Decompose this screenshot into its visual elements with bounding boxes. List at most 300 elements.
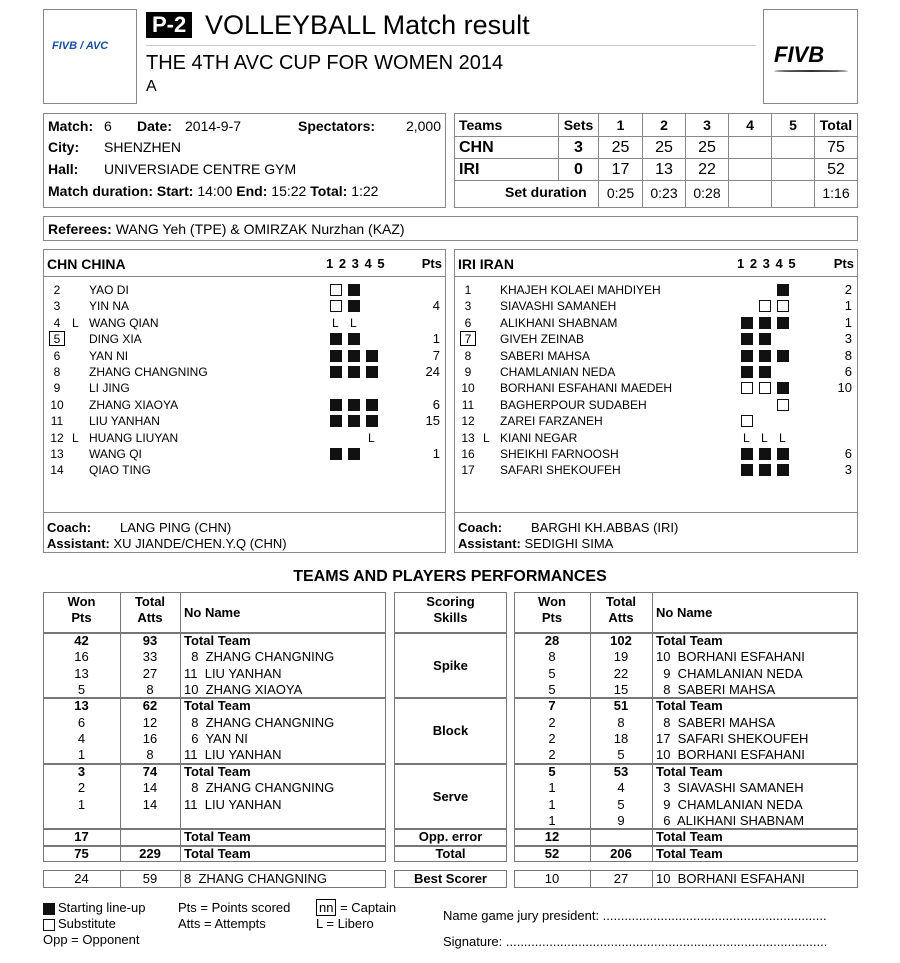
player-points: 6 — [844, 364, 852, 379]
player-perf-cell: 1 — [548, 796, 556, 812]
coach-line: Coach: BARGHI KH.ABBAS (IRI) — [458, 520, 679, 535]
player-name: YAO DI — [89, 283, 129, 297]
total-row-cell: Total Team — [656, 845, 723, 861]
player-perf-cell: 6 YAN NI — [184, 731, 248, 747]
team-header — [47, 256, 126, 272]
match-number: 6 — [104, 118, 112, 134]
libero-mark: L — [483, 430, 490, 445]
perf-title: TEAMS AND PLAYERS PERFORMANCES — [293, 568, 607, 585]
starting-square-icon — [348, 284, 360, 296]
score-table — [455, 114, 857, 207]
player-perf-cell — [180, 813, 386, 829]
score-cell: 17 — [598, 159, 642, 181]
left-team-roster — [43, 249, 446, 553]
coach-line: Coach: LANG PING (CHN) — [47, 520, 232, 535]
player-number: 12 — [50, 430, 64, 445]
perf-header-name: No Name — [184, 605, 241, 620]
player-perf-cell: 17 SAFARI SHEKOUFEH — [656, 731, 809, 747]
score-cell: 52 — [814, 159, 857, 181]
starting-square-icon — [777, 464, 789, 476]
score-cell — [728, 159, 771, 181]
player-points: 1 — [432, 446, 440, 461]
player-points: 24 — [425, 364, 440, 379]
player-perf-cell: 10 ZHANG XIAOYA — [184, 682, 303, 698]
score-cell: CHN — [459, 139, 494, 156]
roster-rule — [43, 276, 446, 277]
player-points: 1 — [844, 298, 852, 314]
player-row — [454, 348, 858, 364]
player-number: 3 — [464, 299, 472, 314]
player-row — [454, 446, 858, 462]
player-perf-cell: 14 — [142, 780, 158, 796]
starting-square-icon — [741, 448, 753, 460]
libero-set-mark: L — [779, 430, 786, 445]
team-total-cell: 13 — [74, 698, 89, 714]
player-row — [43, 380, 446, 396]
score-cell: 25 — [685, 137, 728, 159]
player-number: 3 — [53, 299, 61, 314]
legend-opp: Opp = Opponent — [43, 932, 140, 947]
set-duration-label: Set duration — [505, 184, 587, 200]
team-total-cell: 42 — [74, 633, 89, 648]
player-perf-cell: 8 ZHANG CHANGNING — [184, 780, 335, 796]
team-total-cell: 53 — [613, 763, 629, 779]
perf-frame — [43, 592, 386, 633]
score-cell — [728, 137, 771, 159]
player-number: 6 — [464, 315, 472, 330]
substitute-square-icon — [43, 919, 55, 931]
team-total-cell: 62 — [142, 698, 158, 714]
sets-header: 1 2 3 4 5 — [737, 256, 796, 271]
team-code: CHN — [47, 256, 78, 272]
player-number: 11 — [50, 414, 64, 429]
player-points: 1 — [432, 331, 440, 347]
score-header-5: 4 — [728, 114, 771, 136]
skill-label: Serve — [432, 788, 469, 804]
player-row — [43, 331, 446, 347]
player-row — [454, 298, 858, 314]
starting-square-icon — [330, 448, 342, 460]
player-perf-cell: 1 — [77, 796, 86, 812]
player-perf-cell: 10 BORHANI ESFAHANI — [656, 649, 805, 665]
opp-error-cell — [590, 829, 652, 845]
opp-error-cell: 12 — [544, 829, 560, 845]
assistant-line: Assistant: XU JIANDE/CHEN.Y.Q (CHN) — [47, 536, 287, 551]
total-duration: 1:16 — [814, 180, 857, 207]
player-perf-cell: 27 — [142, 665, 158, 681]
starting-square-icon — [741, 350, 753, 362]
score-header-0: Teams — [459, 117, 503, 133]
player-name: LIU YANHAN — [89, 414, 160, 429]
player-row — [43, 298, 446, 314]
starting-square-icon — [330, 350, 342, 362]
substitute-square-icon — [741, 415, 753, 427]
starting-square-icon — [759, 333, 771, 345]
player-perf-cell: 4 — [77, 731, 86, 747]
score-cell: 22 — [685, 159, 728, 181]
player-number: 11 — [461, 397, 475, 412]
score-cell: 25 — [642, 137, 685, 159]
player-name: KHAJEH KOLAEI MAHDIYEH — [500, 283, 661, 297]
team-total-cell: Total Team — [184, 633, 251, 648]
starting-square-icon — [759, 448, 771, 460]
coach-rule — [43, 512, 446, 513]
player-perf-cell: 5 — [77, 682, 86, 698]
jury-line: Name game jury president: .............................................................. — [443, 908, 827, 923]
starting-square-icon — [348, 333, 360, 345]
starting-square-icon — [348, 366, 360, 378]
player-name: BORHANI ESFAHANI MAEDEH — [500, 381, 673, 396]
signature-line: Signature: ......................................................................................... — [443, 934, 828, 949]
duration-line: Match duration: Start: 14:00 End: 15:22 Total: 1:22 — [48, 183, 379, 199]
substitute-square-icon — [759, 382, 771, 394]
player-points: 6 — [844, 446, 852, 461]
player-perf-cell: 19 — [613, 649, 629, 665]
total-row-cell: 52 — [544, 845, 560, 861]
team-total-cell: 51 — [613, 698, 629, 714]
perf-header-atts: Total Atts — [605, 594, 637, 625]
legend-captain: = Captain — [340, 900, 397, 915]
starting-square-icon — [777, 350, 789, 362]
player-perf-cell: 2 — [548, 731, 556, 747]
player-perf-cell: 2 — [77, 780, 86, 796]
player-row — [43, 397, 446, 413]
player-perf-cell: 1 — [548, 780, 556, 796]
player-row — [454, 397, 858, 413]
player-perf-cell: 3 SIAVASHI SAMANEH — [656, 780, 804, 796]
libero-set-mark: L — [761, 430, 768, 445]
title-rule — [146, 45, 756, 46]
substitute-square-icon — [330, 300, 342, 312]
best-scorer-cell: 27 — [613, 870, 629, 886]
player-perf-cell: 6 — [77, 714, 86, 730]
opp-error-cell: Total Team — [656, 829, 723, 845]
starting-square-icon — [741, 464, 753, 476]
legend-libero: L = Libero — [316, 916, 374, 931]
player-number: 12 — [461, 414, 475, 429]
perf-header-won: Won Pts — [538, 594, 566, 625]
team-total-cell: Total Team — [656, 763, 723, 779]
coach-rule — [454, 512, 858, 513]
player-perf-cell: 8 SABERI MAHSA — [656, 714, 776, 730]
best-scorer-cell: 8 ZHANG CHANGNING — [184, 870, 328, 886]
score-cell: 0 — [558, 159, 598, 181]
player-row — [454, 282, 858, 298]
starting-square-icon — [348, 415, 360, 427]
player-name: BAGHERPOUR SUDABEH — [500, 397, 647, 412]
player-name: LI JING — [89, 381, 130, 396]
starting-square-icon — [741, 317, 753, 329]
total-row-cell: 229 — [139, 845, 161, 861]
team-total-cell: 3 — [77, 763, 86, 779]
team-total-cell: 74 — [142, 763, 158, 779]
score-rule — [455, 158, 857, 159]
player-row — [43, 315, 446, 331]
page-title: VOLLEYBALL Match result — [205, 10, 530, 40]
team-total-cell: Total Team — [184, 763, 251, 779]
team-name: IRAN — [479, 256, 515, 272]
libero-set-mark: L — [743, 430, 750, 445]
fivb-avc-logo: FIVB / AVC — [52, 40, 109, 52]
player-number: 4 — [53, 315, 61, 330]
legend — [43, 900, 145, 948]
perf-divider — [590, 870, 591, 888]
team-code: IRI — [458, 256, 476, 272]
player-perf-cell: 5 — [548, 665, 556, 681]
starting-square-icon — [741, 366, 753, 378]
coach-name: BARGHI KH.ABBAS (IRI) — [531, 520, 679, 535]
starting-square-icon — [759, 366, 771, 378]
player-perf-cell: 16 — [74, 649, 89, 665]
player-points: 1 — [844, 314, 852, 330]
player-perf-cell: 5 — [548, 682, 556, 698]
assistant-line: Assistant: SEDIGHI SIMA — [458, 536, 614, 551]
player-number: 13 — [461, 430, 475, 445]
player-row — [454, 413, 858, 429]
perf-frame — [514, 592, 858, 633]
assistant-name: SEDIGHI SIMA — [524, 536, 614, 551]
team-name: CHINA — [81, 256, 126, 272]
legend-substitute: Substitute — [58, 916, 116, 931]
player-row — [43, 364, 446, 380]
player-name: YAN NI — [89, 348, 129, 363]
starting-square-icon — [330, 399, 342, 411]
set-duration: 0:25 — [598, 180, 642, 207]
player-perf-cell: 16 — [142, 731, 158, 747]
starting-square-icon — [759, 464, 771, 476]
team-total-cell: Total Team — [656, 698, 723, 714]
score-cell: 75 — [814, 137, 857, 159]
player-name: GIVEH ZEINAB — [500, 332, 585, 347]
player-perf-cell: 8 — [146, 682, 154, 698]
score-cell: 13 — [642, 159, 685, 181]
city-value: SHENZHEN — [104, 139, 182, 155]
skill-label: Spike — [433, 658, 468, 673]
team-total-cell: 28 — [544, 633, 560, 648]
team-total-cell: 93 — [142, 633, 158, 648]
libero-mark: L — [72, 315, 79, 330]
player-perf-cell: 1 — [77, 747, 86, 763]
fivb-logo: FIVB — [774, 42, 825, 67]
match-label: Match: — [48, 118, 94, 134]
score-cell — [771, 159, 814, 181]
perf-divider — [652, 870, 653, 888]
legend-starting: Starting line-up — [58, 900, 146, 915]
player-name: YIN NA — [89, 299, 130, 314]
set-duration: 0:23 — [642, 180, 685, 207]
player-perf-cell: 33 — [142, 649, 158, 665]
player-perf-cell: 1 — [548, 812, 556, 828]
city-label: City: — [48, 139, 80, 155]
code-badge: P-2 — [146, 12, 192, 38]
player-number: 13 — [50, 447, 64, 461]
best-scorer-cell: 10 — [544, 870, 560, 886]
player-perf-cell: 8 — [146, 747, 154, 763]
substitute-square-icon — [777, 300, 789, 312]
player-number: 7 — [460, 331, 476, 346]
player-number: 8 — [53, 365, 61, 379]
opp-error-cell: Total Team — [184, 829, 251, 845]
player-perf-cell: 10 BORHANI ESFAHANI — [656, 747, 805, 763]
player-points: 2 — [844, 282, 852, 297]
team-total-cell: Total Team — [184, 698, 251, 714]
starting-square-icon — [348, 300, 360, 312]
player-number: 6 — [53, 348, 61, 363]
sets-header: 1 2 3 4 5 — [326, 256, 385, 271]
player-perf-cell: 9 — [617, 812, 625, 828]
player-row — [454, 331, 858, 347]
player-name: WANG QI — [89, 447, 142, 461]
legend-right — [316, 900, 396, 932]
player-name: SIAVASHI SAMANEH — [500, 299, 617, 314]
player-perf-cell: 6 ALIKHANI SHABNAM — [656, 812, 805, 828]
starting-square-icon — [330, 366, 342, 378]
starting-square-icon — [366, 366, 378, 378]
player-perf-cell: 12 — [142, 714, 158, 730]
player-name: DING XIA — [89, 332, 142, 347]
player-perf-cell: 9 CHAMLANIAN NEDA — [656, 665, 803, 681]
score-rule — [455, 136, 857, 137]
player-row — [454, 380, 858, 396]
set-duration — [728, 180, 771, 207]
opp-error-cell: 17 — [74, 829, 89, 845]
best-scorer-cell: 24 — [74, 870, 89, 886]
player-perf-cell — [120, 813, 180, 829]
total-row-cell: Total Team — [184, 845, 251, 861]
player-number: 9 — [464, 365, 472, 379]
player-perf-cell: 2 — [548, 714, 556, 730]
starting-square-icon — [348, 448, 360, 460]
starting-square-icon — [777, 317, 789, 329]
player-row — [43, 462, 446, 478]
score-cell: 3 — [558, 137, 598, 159]
hall-value: UNIVERSIADE CENTRE GYM — [104, 161, 297, 177]
player-perf-cell: 15 — [613, 682, 629, 698]
starting-square-icon — [330, 415, 342, 427]
skill-label: Block — [432, 723, 469, 739]
player-row — [454, 430, 858, 446]
player-perf-cell: 8 — [548, 649, 556, 665]
legend-mid — [178, 900, 290, 932]
player-perf-cell: 22 — [613, 665, 629, 681]
starting-square-icon — [759, 317, 771, 329]
player-perf-cell: 9 CHAMLANIAN NEDA — [656, 796, 803, 812]
right-team-roster — [454, 249, 858, 553]
perf-header-won: Won Pts — [67, 594, 96, 625]
score-header-1: Sets — [558, 114, 598, 136]
player-row — [454, 364, 858, 380]
total-row-cell: 75 — [74, 845, 89, 861]
score-header-2: 1 — [598, 114, 642, 136]
total-row-cell: 206 — [610, 845, 632, 861]
perf-frame — [394, 592, 507, 633]
player-name: CHAMLANIAN NEDA — [500, 365, 616, 379]
date-label: Date: — [137, 118, 173, 134]
player-number: 9 — [53, 381, 61, 396]
libero-set-mark: L — [350, 315, 357, 330]
player-perf-cell: 8 ZHANG CHANGNING — [184, 649, 335, 665]
substitute-square-icon — [741, 382, 753, 394]
player-row — [43, 282, 446, 298]
player-number: 5 — [49, 331, 65, 346]
referees: Referees: WANG Yeh (TPE) & OMIRZAK Nurzhan (KAZ) — [48, 221, 405, 237]
player-perf-cell: 5 — [617, 796, 625, 812]
perf-header-skills: Scoring Skills — [426, 594, 475, 625]
opp-error-cell — [120, 829, 180, 845]
competition-title: THE 4TH AVC CUP FOR WOMEN 2014 — [146, 52, 504, 74]
starting-square-icon — [741, 333, 753, 345]
starting-square-icon — [348, 350, 360, 362]
player-name: QIAO TING — [89, 463, 151, 478]
set-duration: 0:28 — [685, 180, 728, 207]
player-row — [454, 315, 858, 331]
pts-header: Pts — [421, 256, 442, 271]
libero-set-mark: L — [332, 315, 339, 330]
player-perf-cell: 8 SABERI MAHSA — [656, 682, 776, 698]
score-header-7: Total — [814, 114, 857, 136]
player-points: 4 — [432, 298, 440, 314]
player-perf-cell: 2 — [548, 747, 556, 763]
player-name: SAFARI SHEKOUFEH — [500, 463, 621, 478]
substitute-square-icon — [777, 399, 789, 411]
player-points: 6 — [432, 396, 440, 412]
logo-right-box — [763, 9, 858, 104]
player-name: ZHANG XIAOYA — [89, 397, 179, 412]
starting-square-icon — [777, 382, 789, 394]
best-scorer-cell: 59 — [142, 870, 158, 886]
hall-label: Hall: — [48, 161, 79, 177]
player-number: 10 — [461, 381, 475, 396]
player-number: 1 — [464, 283, 472, 297]
starting-square-icon — [330, 333, 342, 345]
player-name: SABERI MAHSA — [500, 348, 591, 363]
player-number: 8 — [464, 348, 472, 363]
player-points: 15 — [425, 413, 440, 429]
score-header-3: 2 — [642, 114, 685, 136]
player-name: KIANI NEGAR — [500, 430, 578, 445]
player-row — [43, 430, 446, 446]
score-cell — [771, 137, 814, 159]
best-scorer-cell: 10 BORHANI ESFAHANI — [656, 870, 805, 886]
team-total-cell: 102 — [610, 633, 632, 648]
perf-divider — [120, 870, 121, 888]
player-points: 3 — [844, 462, 852, 478]
perf-divider — [180, 870, 181, 888]
player-points: 8 — [844, 347, 852, 363]
starting-square-icon — [348, 399, 360, 411]
starting-square-icon — [366, 415, 378, 427]
player-perf-cell — [43, 813, 120, 829]
spectators-label: Spectators: — [298, 118, 376, 134]
player-number: 17 — [461, 463, 475, 478]
date-value: 2014-9-7 — [185, 118, 242, 134]
player-number: 10 — [50, 397, 64, 412]
spectators-value: 2,000 — [405, 118, 441, 134]
score-cell: 25 — [598, 137, 642, 159]
starting-square-icon — [777, 448, 789, 460]
player-number: 16 — [461, 447, 475, 461]
player-perf-cell: 11 LIU YANHAN — [184, 796, 282, 812]
opp-error-label: Opp. error — [418, 829, 483, 845]
set-duration — [771, 180, 814, 207]
substitute-square-icon — [330, 284, 342, 296]
starting-square-icon — [777, 284, 789, 296]
player-points: 10 — [837, 380, 852, 396]
perf-header-name: No Name — [656, 605, 713, 620]
assistant-name: XU JIANDE/CHEN.Y.Q (CHN) — [113, 536, 287, 551]
starting-square-icon — [366, 350, 378, 362]
logo-left-box — [43, 9, 137, 104]
